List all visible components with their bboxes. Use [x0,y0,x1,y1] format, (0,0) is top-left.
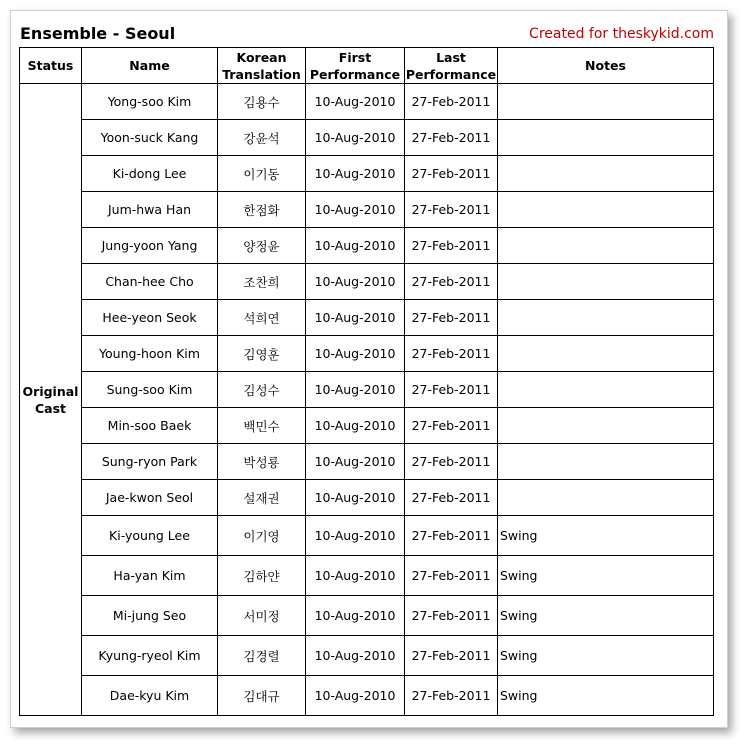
table-row [20,300,714,336]
name-cell: Ha-yan Kim [82,556,218,596]
status-cell: Original Cast [20,84,82,716]
name-cell: Jae-kwon Seol [82,480,218,516]
notes-cell: Swing [498,596,714,636]
page-title: Ensemble - Seoul [20,24,176,43]
last-performance-cell: 27-Feb-2011 [405,84,498,120]
first-performance-cell: 10-Aug-2010 [306,596,405,636]
table-row [20,676,714,716]
notes-cell [498,336,714,372]
last-performance-cell: 27-Feb-2011 [405,596,498,636]
header-first-performance: First Performance [306,48,405,84]
notes-cell: Swing [498,556,714,596]
cast-table-body [20,84,714,716]
name-cell: Ki-dong Lee [82,156,218,192]
notes-cell [498,444,714,480]
korean-cell: 백민수 [218,408,306,444]
table-row [20,516,714,556]
notes-cell [498,228,714,264]
last-performance-cell: 27-Feb-2011 [405,516,498,556]
last-performance-cell: 27-Feb-2011 [405,156,498,192]
table-row [20,120,714,156]
table-row [20,336,714,372]
first-performance-cell: 10-Aug-2010 [306,556,405,596]
korean-cell: 강윤석 [218,120,306,156]
last-performance-cell: 27-Feb-2011 [405,480,498,516]
notes-cell [498,264,714,300]
korean-cell: 박성룡 [218,444,306,480]
last-performance-cell: 27-Feb-2011 [405,300,498,336]
korean-cell: 김용수 [218,84,306,120]
notes-cell: Swing [498,636,714,676]
first-performance-cell: 10-Aug-2010 [306,408,405,444]
notes-cell [498,300,714,336]
header-last-performance: Last Performance [405,49,497,82]
table-row [20,156,714,192]
table-row [20,84,714,120]
first-performance-cell: 10-Aug-2010 [306,192,405,228]
last-performance-cell: 27-Feb-2011 [405,120,498,156]
first-performance-cell: 10-Aug-2010 [306,676,405,716]
header-name: Name [82,48,218,84]
notes-cell [498,192,714,228]
notes-cell [498,120,714,156]
document-frame [10,10,728,728]
first-performance-cell: 10-Aug-2010 [306,84,405,120]
header-notes: Notes [498,48,714,84]
table-row [20,444,714,480]
korean-cell: 김대규 [218,676,306,716]
notes-cell [498,156,714,192]
first-performance-cell: 10-Aug-2010 [306,516,405,556]
name-cell: Kyung-ryeol Kim [82,636,218,676]
table-row [20,264,714,300]
credit-text: Created for theskykid.com [529,26,714,42]
table-row [20,480,714,516]
notes-cell: Swing [498,676,714,716]
name-cell: Jung-yoon Yang [82,228,218,264]
first-performance-cell: 10-Aug-2010 [306,336,405,372]
last-performance-cell: 27-Feb-2011 [405,336,498,372]
first-performance-cell: 10-Aug-2010 [306,444,405,480]
table-row [20,408,714,444]
cast-table [19,47,714,716]
last-performance-cell: 27-Feb-2011 [405,372,498,408]
korean-cell: 이기영 [218,516,306,556]
last-performance-cell: 27-Feb-2011 [405,636,498,676]
header-korean-translation: Korean Translation [218,48,306,84]
notes-cell [498,408,714,444]
korean-cell: 양정윤 [218,228,306,264]
table-row [20,228,714,264]
first-performance-cell: 10-Aug-2010 [306,636,405,676]
last-performance-cell: 27-Feb-2011 [405,408,498,444]
last-performance-cell: 27-Feb-2011 [405,192,498,228]
first-performance-cell: 10-Aug-2010 [306,264,405,300]
first-performance-cell: 10-Aug-2010 [306,156,405,192]
korean-cell: 김경렬 [218,636,306,676]
name-cell: Sung-soo Kim [82,372,218,408]
header-status: Status [20,48,82,84]
table-row [20,556,714,596]
korean-cell: 김성수 [218,372,306,408]
name-cell: Hee-yeon Seok [82,300,218,336]
last-performance-cell: 27-Feb-2011 [405,228,498,264]
name-cell: Min-soo Baek [82,408,218,444]
last-performance-cell: 27-Feb-2011 [405,264,498,300]
name-cell: Young-hoon Kim [82,336,218,372]
name-cell: Yong-soo Kim [82,84,218,120]
korean-cell: 김영훈 [218,336,306,372]
table-row [20,372,714,408]
name-cell: Ki-young Lee [82,516,218,556]
name-cell: Chan-hee Cho [82,264,218,300]
name-cell: Dae-kyu Kim [82,676,218,716]
first-performance-cell: 10-Aug-2010 [306,480,405,516]
last-performance-cell: 27-Feb-2011 [405,676,498,716]
first-performance-cell: 10-Aug-2010 [306,300,405,336]
name-cell: Sung-ryon Park [82,444,218,480]
first-performance-cell: 10-Aug-2010 [306,372,405,408]
table-row [20,192,714,228]
korean-cell: 석희연 [218,300,306,336]
korean-cell: 한점화 [218,192,306,228]
last-performance-cell: 27-Feb-2011 [405,444,498,480]
notes-cell [498,480,714,516]
notes-cell [498,84,714,120]
first-performance-cell: 10-Aug-2010 [306,120,405,156]
korean-cell: 설재권 [218,480,306,516]
korean-cell: 이기동 [218,156,306,192]
name-cell: Jum-hwa Han [82,192,218,228]
notes-cell [498,372,714,408]
name-cell: Mi-jung Seo [82,596,218,636]
table-row [20,636,714,676]
korean-cell: 조찬희 [218,264,306,300]
table-row [20,596,714,636]
header-row [20,48,714,84]
name-cell: Yoon-suck Kang [82,120,218,156]
first-performance-cell: 10-Aug-2010 [306,228,405,264]
korean-cell: 서미정 [218,596,306,636]
notes-cell: Swing [498,516,714,556]
korean-cell: 김하얀 [218,556,306,596]
last-performance-cell: 27-Feb-2011 [405,556,498,596]
